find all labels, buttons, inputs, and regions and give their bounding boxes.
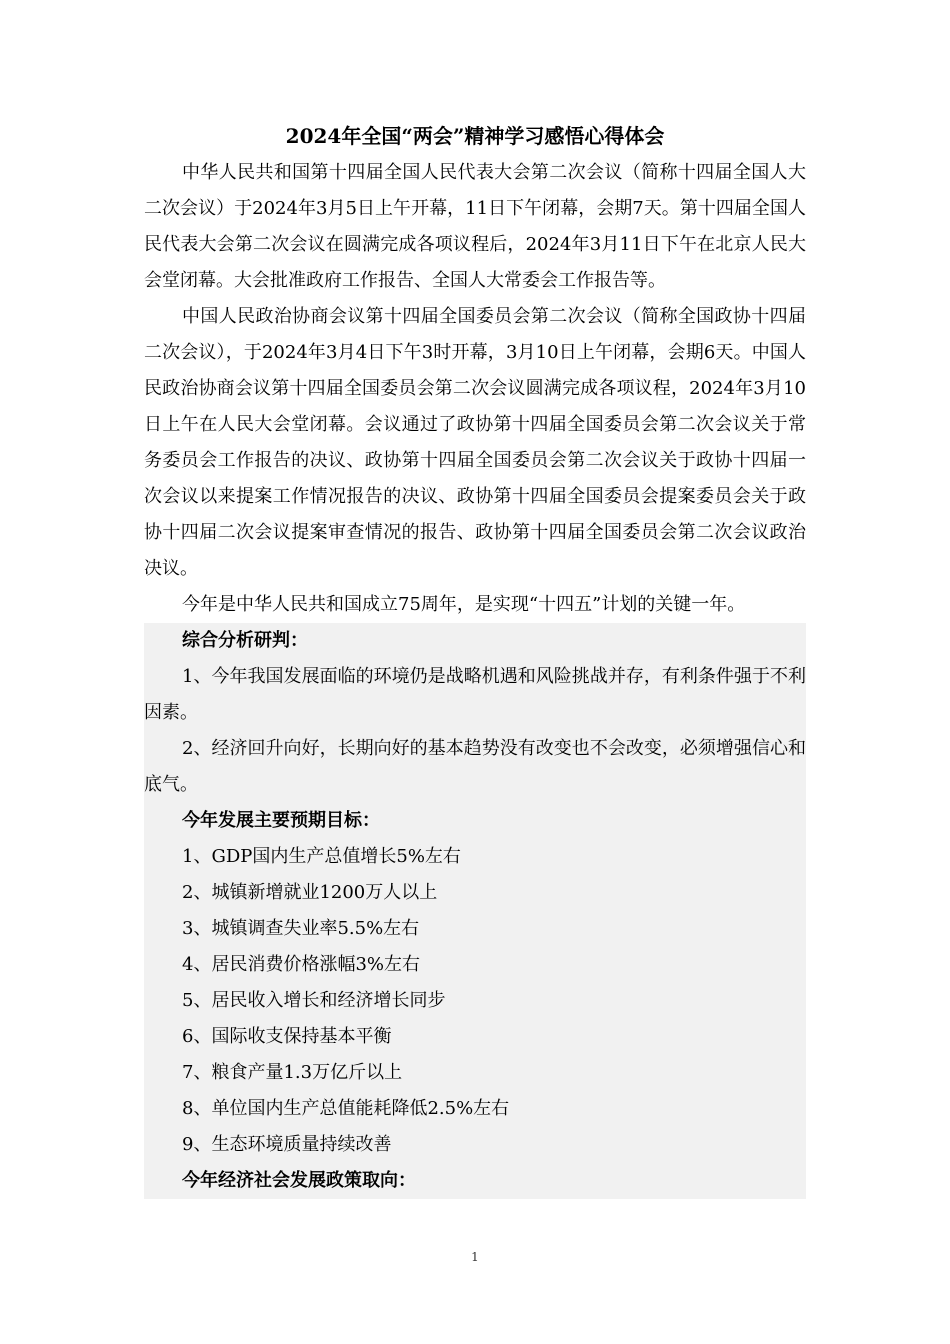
document-title: 2024年全国“两会”精神学习感悟心得体会 — [285, 124, 665, 148]
target-item: 4、居民消费价格涨幅3%左右 — [182, 954, 421, 975]
paragraph-cppcc-session: 中国人民政治协商会议第十四届全国委员会第二次会议（简称全国政协十四届二次会议），于2024年3月4日下午3时开幕，3月10日上午闭幕，会期6天。中国人民政治协商会议第十四届全国委员会第二次会议圆满完成各项议程，2024年3月10日上午在人民大会堂闭幕。会议通过了政协第十四届全国委员会第二次会议关于常务委员会工作报告的决议、政协第十四届全国委员会第二次会议关于政协十四届一次会议以来提案工作情况报告的决议、政协第十四届全国委员会提案委员会关于政协十四届二次会议提案审查情况的报告、政协第十四届全国委员会第二次会议政治决议。 — [144, 306, 806, 579]
target-item: 3、城镇调查失业率5.5%左右 — [182, 918, 420, 939]
shaded-section — [144, 623, 806, 1199]
analysis-heading: 综合分析研判： — [182, 630, 308, 651]
analysis-item-2: 2、经济回升向好，长期向好的基本趋势没有改变也不会改变，必须增强信心和底气。 — [144, 738, 806, 795]
page-number: 1 — [471, 1250, 479, 1264]
targets-heading: 今年发展主要预期目标： — [182, 810, 380, 831]
target-item: 8、单位国内生产总值能耗降低2.5%左右 — [182, 1098, 510, 1119]
policy-heading: 今年经济社会发展政策取向： — [182, 1170, 416, 1191]
analysis-item-1: 1、今年我国发展面临的环境仍是战略机遇和风险挑战并存，有利条件强于不利因素。 — [144, 666, 806, 723]
document-body — [144, 155, 806, 1199]
target-item: 6、国际收支保持基本平衡 — [182, 1026, 392, 1047]
paragraph-npc-session: 中华人民共和国第十四届全国人民代表大会第二次会议（简称十四届全国人大二次会议）于2024年3月5日上午开幕，11日下午闭幕，会期7天。第十四届全国人民代表大会第二次会议在圆满完成各项议程后，2024年3月11日下午在北京人民大会堂闭幕。大会批准政府工作报告、全国人大常委会工作报告等。 — [144, 162, 806, 291]
target-item: 2、城镇新增就业1200万人以上 — [182, 882, 438, 903]
target-item: 9、生态环境质量持续改善 — [182, 1134, 392, 1155]
target-item: 5、居民收入增长和经济增长同步 — [182, 990, 446, 1011]
target-item: 1、GDP国内生产总值增长5%左右 — [182, 846, 461, 867]
paragraph-anniversary: 今年是中华人民共和国成立75周年，是实现“十四五”计划的关键一年。 — [182, 594, 746, 615]
target-item: 7、粮食产量1.3万亿斤以上 — [182, 1062, 403, 1083]
